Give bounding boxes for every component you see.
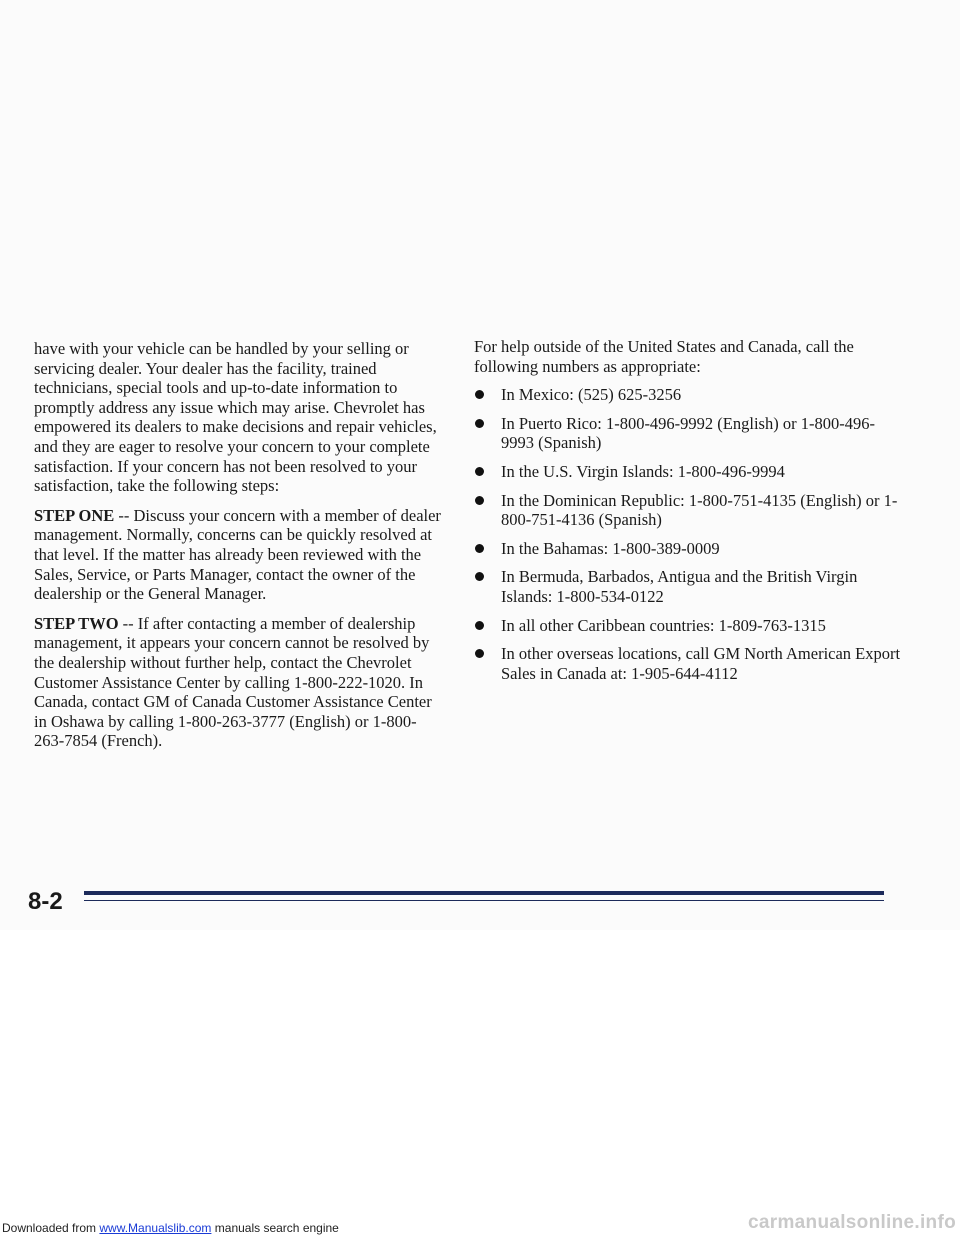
list-item: In all other Caribbean countries: 1-809-763-1315 [474,616,904,636]
bullet-icon [475,572,484,581]
step-two-label: STEP TWO [34,613,119,633]
page-number: 8-2 [28,888,63,915]
list-item: In Bermuda, Barbados, Antigua and the British Virgin Islands: 1-800-534-0122 [474,567,904,606]
bullet-icon [475,621,484,630]
right-column [474,337,904,692]
manualslib-link[interactable]: www.Manualslib.com [99,1221,212,1235]
site-watermark: carmanualsonline.info [748,1212,956,1233]
step-one-paragraph [34,506,446,604]
list-item: In Mexico: (525) 625-3256 [474,385,904,405]
bullet-icon [475,390,484,399]
list-item: In the Dominican Republic: 1-800-751-4135 (English) or 1-800-751-4136 (Spanish) [474,491,904,530]
bullet-icon [475,649,484,658]
bullet-icon [475,544,484,553]
footer-rule-thin [84,900,884,901]
bullet-icon [475,467,484,476]
bullet-icon [475,419,484,428]
step-one-label: STEP ONE [34,505,115,525]
left-column [34,339,446,761]
intro-paragraph: have with your vehicle can be handled by your selling or servicing dealer. Your dealer has the facility, trained technicians, special tools and up-to-date information to promptly address any issue which may arise. Chevrolet has empowered its dealers to make decisions and repair vehicles, and they are eager to resolve your concern to your complete satisfaction. If your concern has not been resolved to your satisfaction, take the following steps: [34,339,437,496]
list-item: In Puerto Rico: 1-800-496-9992 (English) or 1-800-496-9993 (Spanish) [474,414,904,453]
bullet-icon [475,496,484,505]
list-item: In the U.S. Virgin Islands: 1-800-496-9994 [474,462,904,482]
step-one-text: -- Discuss your concern with a member of dealer management. Normally, concerns can be quickly resolved at that level. If the matter has already been reviewed with the Sales, Service, or Parts Manager, contact the owner of the dealership or the General Manager. [34,505,441,604]
footer-rule-thick [84,891,884,895]
download-source-line: Downloaded from www.Manualslib.com manuals search engine [2,1221,339,1235]
list-item: In other overseas locations, call GM North American Export Sales in Canada at: 1-905-644-4112 [474,644,904,683]
list-item: In the Bahamas: 1-800-389-0009 [474,539,904,559]
phone-number-list [474,385,904,683]
step-two-text: -- If after contacting a member of dealership management, it appears your concern cannot be resolved by the dealership without further help, contact the Chevrolet Customer Assistance Center by calling 1-800-222-1020. In Canada, contact GM of Canada Customer Assistance Center in Oshawa by calling 1-800-263-3777 (English) or 1-800-263-7854 (French). [34,613,432,751]
step-two-paragraph [34,614,446,751]
international-intro: For help outside of the United States and Canada, call the following numbers as appropriate: [474,337,854,376]
